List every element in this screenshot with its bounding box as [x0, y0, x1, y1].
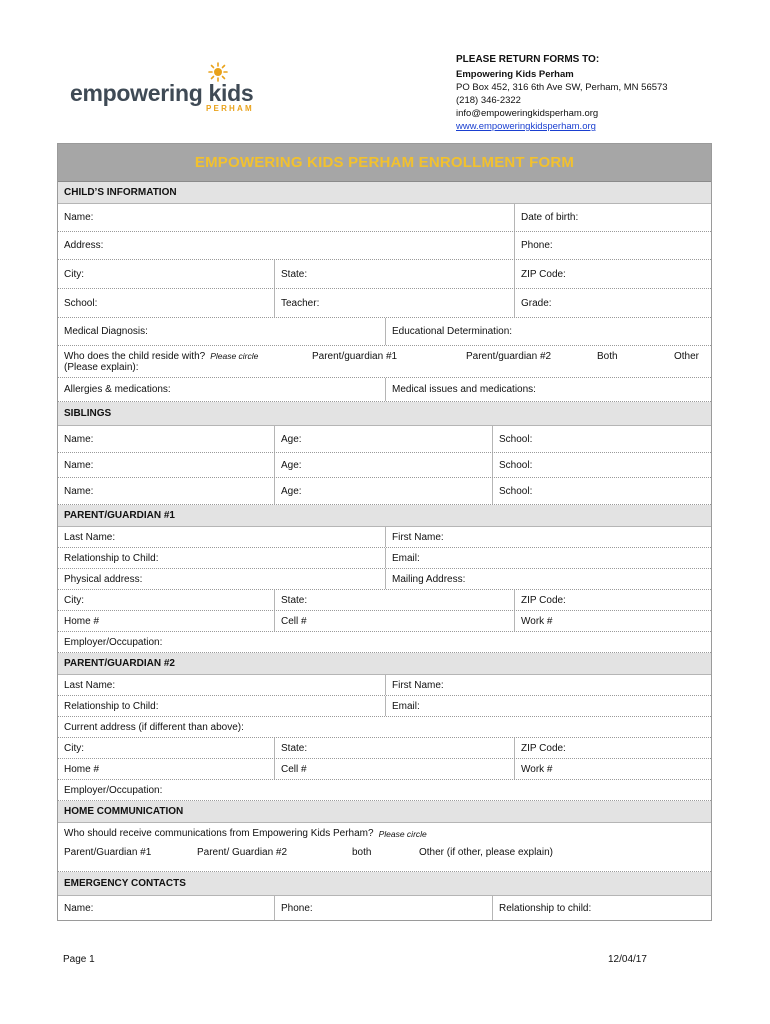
pg1-mailing-address-field[interactable]: Mailing Address: [385, 569, 711, 589]
return-org-name: Empowering Kids Perham [456, 69, 574, 80]
section-home-communication: HOME COMMUNICATION [58, 801, 711, 823]
pg2-current-address-field[interactable]: Current address (if different than above): [64, 721, 244, 733]
sibling-age-field[interactable]: Age: [274, 478, 492, 504]
form-row [58, 318, 711, 346]
form-row [58, 896, 711, 920]
pg1-employer-field[interactable]: Employer/Occupation: [64, 636, 163, 648]
sibling-age-field[interactable]: Age: [274, 453, 492, 477]
sibling-row [58, 426, 711, 453]
return-address-block [456, 53, 668, 133]
pg1-state-field[interactable]: State: [274, 590, 514, 610]
sibling-row [58, 478, 711, 505]
form-row [58, 260, 711, 289]
form-row [58, 780, 711, 801]
form-row [58, 527, 711, 548]
pg1-first-name-field[interactable]: First Name: [385, 527, 711, 547]
return-phone: (218) 346-2322 [456, 95, 521, 106]
form-row [58, 346, 711, 378]
pg2-last-name-field[interactable]: Last Name: [64, 679, 116, 691]
pg1-home-phone-field[interactable]: Home # [64, 615, 100, 627]
child-name-field[interactable]: Name: [64, 212, 94, 223]
child-zip-field[interactable]: ZIP Code: [514, 260, 711, 288]
sibling-name-field[interactable]: Name: [64, 433, 94, 445]
pg2-employer-field[interactable]: Employer/Occupation: [64, 784, 163, 796]
logo-wordmark: empowering kids [70, 80, 254, 106]
form-row [58, 611, 711, 632]
reside-option-parent-guardian-1[interactable]: Parent/guardian #1 [312, 351, 398, 362]
medical-diagnosis-field[interactable]: Medical Diagnosis: [64, 326, 148, 337]
form-row [58, 548, 711, 569]
return-address: PO Box 452, 316 6th Ave SW, Perham, MN 56573 [456, 82, 668, 93]
sibling-row [58, 453, 711, 478]
reside-explain-label: (Please explain): [64, 362, 139, 373]
form-row [58, 204, 711, 232]
pg2-relationship-field[interactable]: Relationship to Child: [64, 700, 159, 712]
home-comm-question [58, 823, 711, 844]
form-row [58, 823, 711, 844]
pg1-last-name-field[interactable]: Last Name: [64, 531, 116, 543]
sibling-age-field[interactable]: Age: [274, 426, 492, 452]
home-comm-question-text: Who should receive communications from Empowering Kids Perham? [64, 828, 374, 839]
section-childs-information: CHILD’S INFORMATION [58, 182, 711, 204]
pg1-zip-field[interactable]: ZIP Code: [514, 590, 711, 610]
form-row [58, 590, 711, 611]
sibling-name-field[interactable]: Name: [64, 459, 94, 471]
home-comm-option-both[interactable]: both [352, 847, 372, 858]
pg2-state-field[interactable]: State: [274, 738, 514, 758]
form-row [58, 738, 711, 759]
educational-determination-field[interactable]: Educational Determination: [385, 318, 711, 345]
pg2-zip-field[interactable]: ZIP Code: [514, 738, 711, 758]
form-row [58, 844, 711, 872]
emergency-phone-field[interactable]: Phone: [274, 896, 492, 920]
reside-option-both[interactable]: Both [597, 351, 618, 362]
child-grade-field[interactable]: Grade: [514, 289, 711, 317]
website-link[interactable]: www.empoweringkidsperham.org [456, 121, 596, 132]
pg2-cell-phone-field[interactable]: Cell # [274, 759, 514, 779]
form-title: EMPOWERING KIDS PERHAM ENROLLMENT FORM [194, 154, 575, 171]
child-dob-field[interactable]: Date of birth: [514, 204, 711, 231]
form-row [58, 717, 711, 738]
pg2-work-phone-field[interactable]: Work # [514, 759, 711, 779]
emergency-name-field[interactable]: Name: [64, 902, 94, 914]
pg1-city-field[interactable]: City: [64, 594, 84, 606]
home-comm-note: Please circle [378, 828, 427, 839]
form-row [58, 675, 711, 696]
medical-issues-field[interactable]: Medical issues and medications: [385, 378, 711, 401]
form-row [58, 759, 711, 780]
allergies-field[interactable]: Allergies & medications: [64, 384, 171, 395]
form-row [58, 632, 711, 653]
home-comm-option-parent-guardian-2[interactable]: Parent/ Guardian #2 [197, 847, 288, 858]
form-row [58, 232, 711, 260]
logo [70, 62, 270, 117]
pg1-cell-phone-field[interactable]: Cell # [274, 611, 514, 631]
form-row [58, 378, 711, 402]
enrollment-form [57, 143, 712, 921]
pg2-email-field[interactable]: Email: [385, 696, 711, 716]
reside-note: Please circle [210, 351, 259, 361]
pg2-first-name-field[interactable]: First Name: [385, 675, 711, 695]
pg1-email-field[interactable]: Email: [385, 548, 711, 568]
return-heading: PLEASE RETURN FORMS TO: [456, 54, 600, 65]
sibling-school-field[interactable]: School: [492, 426, 711, 452]
section-siblings: SIBLINGS [58, 402, 711, 426]
pg2-home-phone-field[interactable]: Home # [64, 763, 100, 775]
child-school-field[interactable]: School: [64, 297, 98, 309]
section-emergency-contacts: EMERGENCY CONTACTS [58, 872, 711, 896]
logo-subtitle: PERHAM [206, 104, 254, 113]
section-parent-guardian-2: PARENT/GUARDIAN #2 [58, 653, 711, 675]
form-row [58, 289, 711, 318]
reside-option-parent-guardian-2[interactable]: Parent/guardian #2 [466, 351, 552, 362]
home-comm-option-parent-guardian-1[interactable]: Parent/Guardian #1 [64, 847, 152, 858]
child-state-field[interactable]: State: [274, 260, 514, 288]
sun-icon [208, 62, 228, 82]
home-comm-option-other[interactable]: Other (if other, please explain) [419, 847, 553, 858]
pg1-relationship-field[interactable]: Relationship to Child: [64, 552, 159, 564]
sibling-name-field[interactable]: Name: [64, 485, 94, 497]
form-title-bar [58, 144, 711, 182]
child-address-field[interactable]: Address: [64, 240, 104, 251]
page-number: Page 1 [63, 954, 95, 965]
reside-question-text: Who does the child reside with? [64, 351, 206, 362]
revision-date: 12/04/17 [608, 954, 647, 965]
emergency-relationship-field[interactable]: Relationship to child: [492, 896, 711, 920]
form-row [58, 569, 711, 590]
reside-option-other[interactable]: Other [674, 351, 700, 362]
sibling-school-field[interactable]: School: [492, 453, 711, 477]
pg2-city-field[interactable]: City: [64, 742, 84, 754]
return-email: info@empoweringkidsperham.org [456, 108, 599, 119]
sibling-school-field[interactable]: School: [492, 478, 711, 504]
pg1-work-phone-field[interactable]: Work # [514, 611, 711, 631]
form-row [58, 696, 711, 717]
section-parent-guardian-1: PARENT/GUARDIAN #1 [58, 505, 711, 527]
child-city-field[interactable]: City: [64, 268, 84, 280]
child-phone-field[interactable]: Phone: [514, 232, 711, 259]
reside-question [58, 346, 303, 377]
pg1-physical-address-field[interactable]: Physical address: [64, 573, 143, 585]
child-teacher-field[interactable]: Teacher: [274, 289, 514, 317]
